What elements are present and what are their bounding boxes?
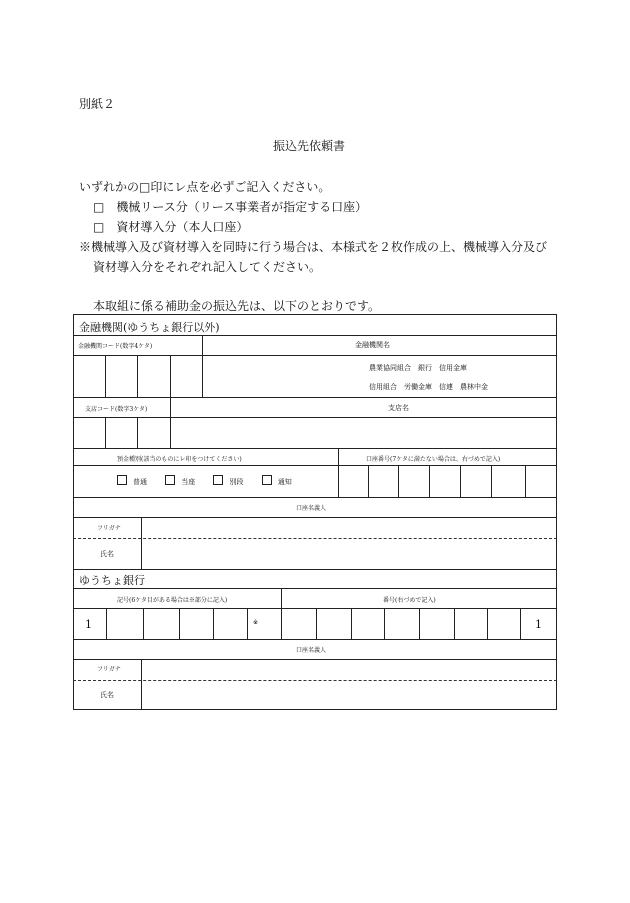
bank-code-digit-1[interactable] [105,355,106,397]
bank-name-label: 金融機関名 [355,341,390,349]
divider [73,497,557,498]
divider [73,588,557,589]
account-digit-5[interactable] [491,465,492,497]
divider [170,397,171,448]
divider [73,608,557,609]
name-field[interactable] [143,540,553,568]
number-digit-1[interactable] [316,608,317,639]
yucho-furigana-field[interactable] [143,661,553,679]
divider [338,448,339,497]
furigana-field[interactable] [143,519,553,537]
divider [73,659,557,660]
holder-label: 口座名義人 [296,505,327,512]
divider [141,517,142,569]
option-material[interactable]: □ 資材導入分（本人口座） [93,220,249,234]
divider [141,659,142,709]
option-machine-lease[interactable]: □ 機械リース分（リース事業者が指定する口座） [93,200,368,214]
account-digit-1[interactable] [368,465,369,497]
deposit-type-label: 預金種別(該当のものにレ印をつけてください) [117,456,242,463]
number-digit-5[interactable] [454,608,455,639]
bank-types-row-2: 信用組合 労働金庫 信連 農林中金 [369,383,488,391]
deposit-type-options [117,475,292,487]
note-line-1: ※機械導入及び資材導入を同時に行う場合は、本様式を２枚作成の上、機械導入分及び [79,240,548,254]
divider [73,335,557,336]
yucho-name-field[interactable] [143,682,553,708]
number-suffix: 1 [535,618,542,631]
checkbox-icon [165,475,175,485]
number-digit-7[interactable] [520,608,521,639]
checkbox-icon [262,475,272,485]
branch-code-digit-1[interactable] [105,417,106,448]
number-digit-2[interactable] [351,608,352,639]
symbol-digit-1[interactable] [106,608,107,639]
symbol-digit-3[interactable] [179,608,180,639]
symbol-prefix: 1 [85,618,92,631]
divider [202,335,203,397]
dashed-divider [73,538,557,539]
symbol-asterisk: ※ [253,619,259,626]
symbol-digit-5[interactable] [247,608,248,639]
account-digit-4[interactable] [460,465,461,497]
account-digit-6[interactable] [525,465,526,497]
divider [73,397,557,398]
divider [73,639,557,640]
deposit-type-ordinary[interactable]: 普通 [117,478,147,486]
yucho-furigana-label: フリガナ [97,666,121,673]
account-digit-3[interactable] [429,465,430,497]
checkbox-icon [213,475,223,485]
page-title: 振込先依頼書 [273,139,346,153]
divider [73,569,557,570]
symbol-digit-4[interactable] [213,608,214,639]
number-digit-6[interactable] [487,608,488,639]
intro-text: 本取組に係る補助金の振込先は、以下のとおりです。 [93,299,381,313]
branch-code-digit-2[interactable] [137,417,138,448]
instruction-line: いずれかの□印にレ点を必ずご記入ください。 [79,180,331,194]
symbol-digit-2[interactable] [143,608,144,639]
account-number-label: 口座番号(7ケタに満たない場合は、右づめで記入) [366,456,501,463]
branch-name-label: 支店名 [388,404,409,412]
account-digit-2[interactable] [398,465,399,497]
furigana-label: フリガナ [97,525,121,532]
attachment-label: 別紙２ [79,97,116,111]
bank-section-heading: 金融機関(ゆうちょ銀行以外) [79,321,220,334]
yucho-name-label: 氏名 [100,691,114,699]
yucho-holder-label: 口座名義人 [296,647,327,654]
divider [73,517,557,518]
deposit-type-current[interactable]: 当座 [165,478,195,486]
number-digit-3[interactable] [384,608,385,639]
checkbox-icon [117,475,127,485]
deposit-type-special[interactable]: 別段 [213,478,243,486]
branch-code-label: 支店コード(数字3ケタ) [85,406,148,413]
bank-code-digit-2[interactable] [137,355,138,397]
divider [281,588,282,639]
dashed-divider [73,680,557,681]
name-label: 氏名 [100,550,114,558]
note-line-2: 資材導入分をそれぞれ記入してください。 [93,260,322,274]
yucho-section-heading: ゆうちょ銀行 [79,574,145,587]
divider [73,465,557,466]
symbol-label: 記号(6ケタ目がある場合は※部分に記入) [117,597,228,604]
number-digit-4[interactable] [419,608,420,639]
bank-types-row-1: 農業協同組合 銀行 信用金庫 [369,364,467,372]
divider [73,355,557,356]
bank-transfer-form [73,314,557,710]
deposit-type-notice[interactable]: 通知 [262,478,292,486]
divider [73,448,557,449]
bank-code-digit-3[interactable] [170,355,171,397]
bank-code-label: 金融機関コード(数字4ケタ) [78,343,153,350]
number-label: 番号(右づめで記入) [383,597,436,604]
divider [73,417,557,418]
